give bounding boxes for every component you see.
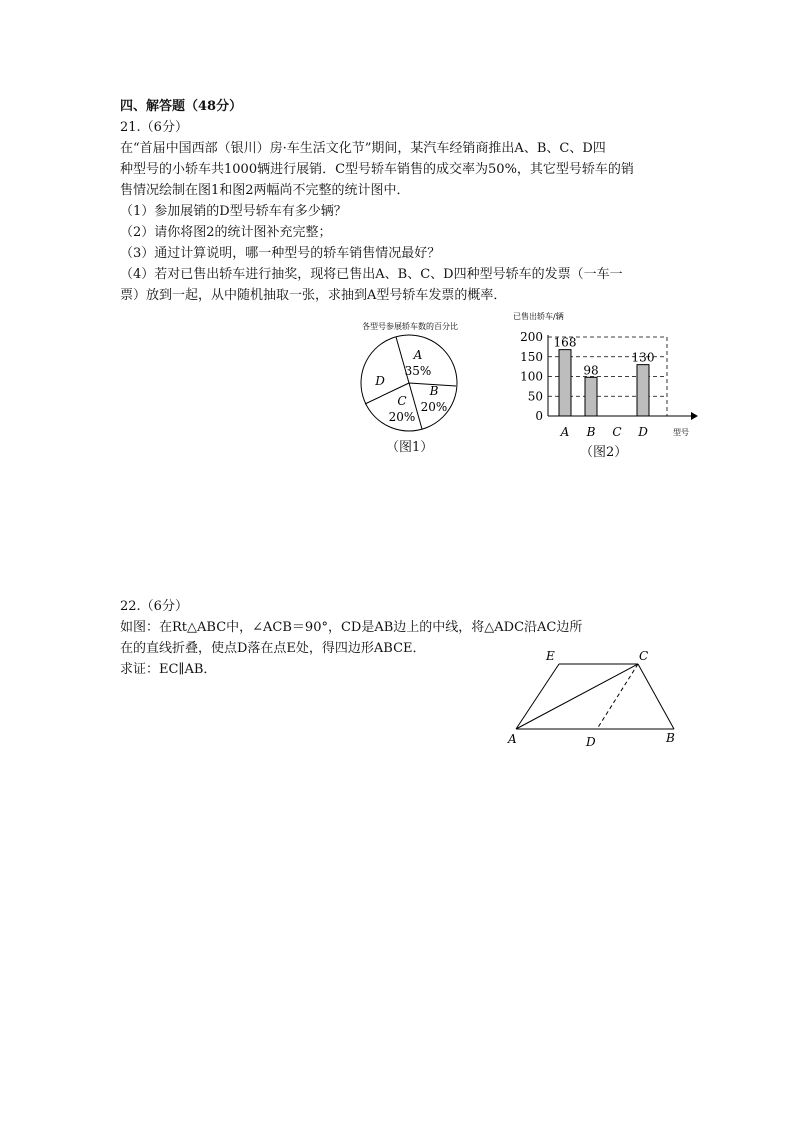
- pie-chart: [330, 312, 490, 452]
- y-tick-label: 0: [535, 409, 543, 423]
- segment-cd-dashed: [597, 664, 638, 729]
- q21-number: 21.（6分）: [120, 120, 188, 135]
- x-axis-arrow: [691, 412, 698, 420]
- slice-pct-b: 20%: [420, 400, 448, 414]
- y-axis-label: 已售出轿车/辆: [513, 312, 564, 321]
- q21-text-line: 在“首届中国西部（银川）房·车生活文化节”期间，某汽车经销商推出A、B、C、D四: [120, 141, 606, 156]
- fig1-caption: （图1）: [386, 440, 434, 455]
- x-tick-label: B: [586, 425, 596, 439]
- fig2-caption: （图2）: [580, 445, 628, 460]
- q21-part-2: （2）请你将图2的统计图补充完整；: [120, 225, 332, 240]
- segment-ac: [516, 664, 638, 729]
- section-title: 四、解答题（48分）: [120, 99, 243, 114]
- slice-pct-c: 20%: [388, 410, 416, 424]
- segment-ae: [516, 664, 559, 729]
- q21-part-4-cont: 票）放到一起，从中随机抽取一张，求抽到A型号轿车发票的概率．: [120, 288, 507, 303]
- slice-label-c: C: [397, 394, 407, 408]
- y-tick-label: 150: [520, 349, 543, 364]
- x-tick-label: D: [638, 425, 648, 439]
- bar-b: [585, 377, 597, 416]
- bar-value-label: 168: [553, 335, 577, 350]
- y-tick-label: 100: [520, 369, 543, 384]
- x-axis-label: 型号: [673, 428, 689, 437]
- bar-value-label: 130: [631, 350, 655, 365]
- q22-text-line: 在的直线折叠，使点D落在点E处，得四边形ABCE．: [120, 641, 426, 656]
- point-c-label: C: [639, 649, 649, 663]
- q21-text-line: 售情况绘制在图1和图2两幅尚不完整的统计图中．: [120, 183, 410, 198]
- point-b-label: B: [666, 731, 675, 745]
- x-tick-label: C: [612, 425, 622, 439]
- point-e-label: E: [546, 649, 555, 663]
- q22-text-line: 如图：在Rt△ABC中，∠ACB＝90°，CD是AB边上的中线，将△ADC沿AC边所: [120, 620, 583, 635]
- slice-pct-a: 35%: [404, 364, 432, 378]
- q21-text-line: 种型号的小轿车共1000辆进行展销．C型号轿车销售的成交率为50%，其它型号轿车的销: [120, 162, 634, 177]
- q22-number: 22.（6分）: [120, 599, 188, 614]
- bar-a: [559, 350, 571, 416]
- point-d-label: D: [586, 735, 596, 749]
- point-a-label: A: [508, 732, 517, 746]
- q21-part-1: （1）参加展销的D型号轿车有多少辆？: [120, 204, 347, 219]
- q21-part-3: （3）通过计算说明，哪一种型号的轿车销售情况最好？: [120, 246, 441, 261]
- pie-title: 各型号参展轿车数的百分比: [362, 322, 458, 331]
- q21-part-4: （4）若对已售出轿车进行抽奖，现将已售出A、B、C、D四种型号轿车的发票（一车一: [120, 267, 623, 282]
- slice-label-b: B: [429, 384, 439, 398]
- y-tick-label: 50: [527, 389, 543, 404]
- q22-prove-line: 求证：EC∥AB．: [120, 662, 217, 677]
- y-tick-label: 200: [520, 330, 543, 344]
- segment-cb: [638, 664, 674, 729]
- slice-label-d: D: [375, 374, 385, 388]
- bar-d: [637, 365, 649, 416]
- geometry-figure: [500, 645, 695, 755]
- bar-value-label: 98: [583, 363, 599, 378]
- bar-chart: [505, 305, 700, 445]
- x-tick-label: A: [560, 425, 570, 439]
- slice-label-a: A: [413, 348, 423, 362]
